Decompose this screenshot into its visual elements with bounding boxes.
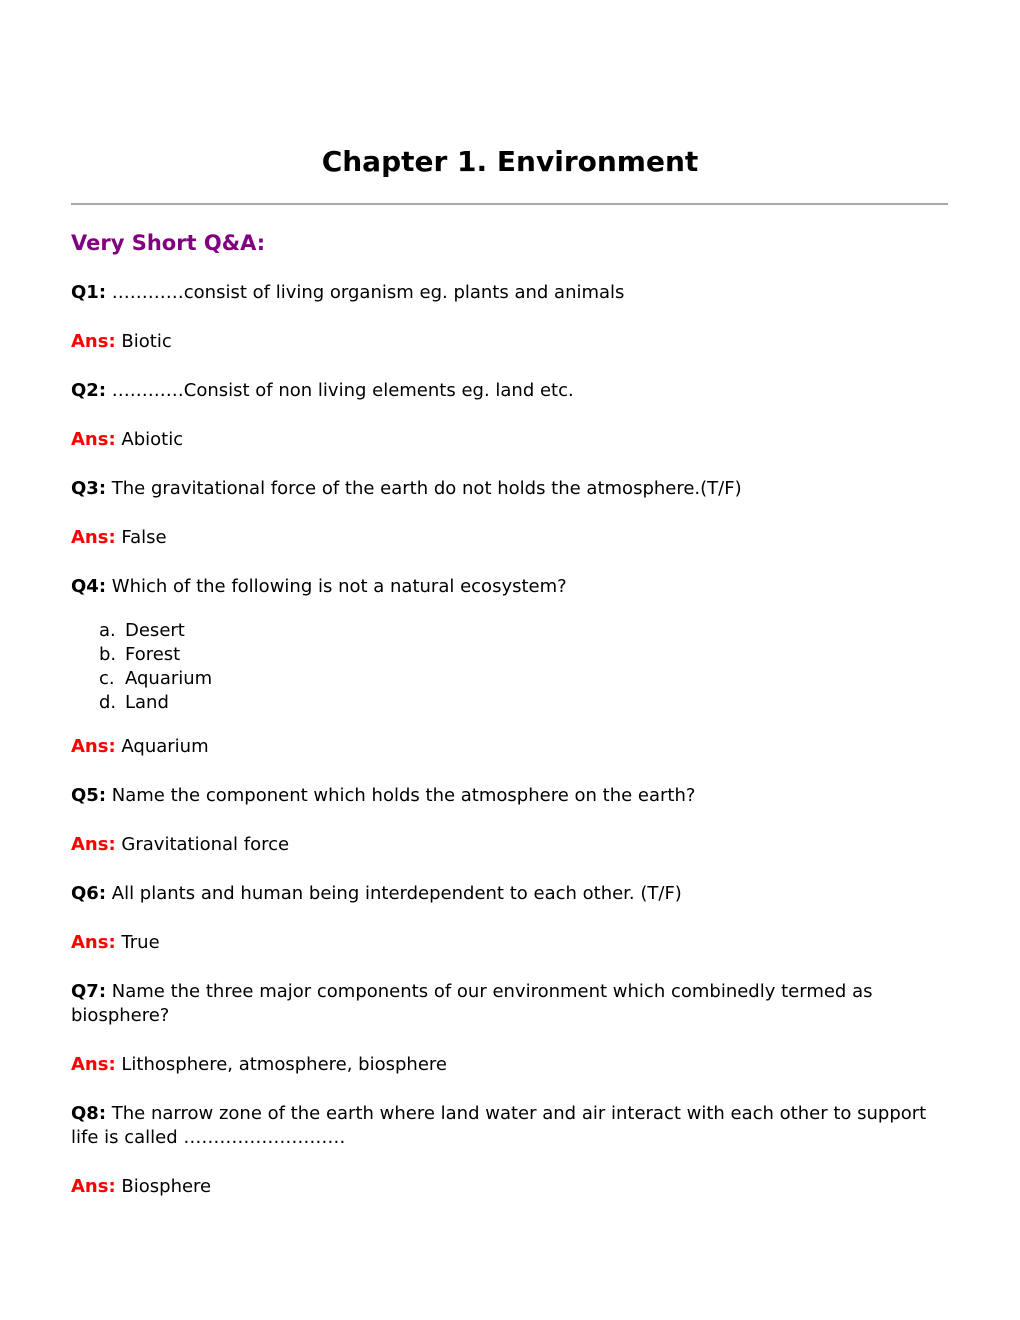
question-text: …………Consist of non living elements eg. land etc. xyxy=(111,380,574,401)
answer-label: Ans: xyxy=(71,932,116,953)
question-4 xyxy=(71,575,948,599)
question-5 xyxy=(71,784,948,808)
answer-label: Ans: xyxy=(71,331,116,352)
question-7 xyxy=(71,980,948,1028)
question-label: Q5: xyxy=(71,785,107,806)
answer-1 xyxy=(71,330,948,354)
answer-text: Abiotic xyxy=(121,429,184,450)
answer-text: False xyxy=(121,527,167,548)
answer-text: Lithosphere, atmosphere, biosphere xyxy=(121,1054,447,1075)
document-body xyxy=(71,229,948,1224)
answer-3 xyxy=(71,526,948,550)
section-heading: Very Short Q&A: xyxy=(71,231,266,255)
option-letter: c. xyxy=(99,668,115,689)
options-list xyxy=(71,619,948,715)
answer-label: Ans: xyxy=(71,527,116,548)
answer-8 xyxy=(71,1175,948,1199)
option-item xyxy=(99,691,948,715)
answer-label: Ans: xyxy=(71,429,116,450)
option-text: Desert xyxy=(125,620,185,641)
answer-5 xyxy=(71,833,948,857)
option-text: Forest xyxy=(125,644,181,665)
answer-7 xyxy=(71,1053,948,1077)
answer-text: Gravitational force xyxy=(121,834,290,855)
answer-text: Biosphere xyxy=(121,1176,212,1197)
question-label: Q2: xyxy=(71,380,107,401)
question-2 xyxy=(71,379,948,403)
answer-label: Ans: xyxy=(71,834,116,855)
option-item xyxy=(99,643,948,667)
question-text: All plants and human being interdependent to each other. (T/F) xyxy=(111,883,682,904)
question-text: …………consist of living organism eg. plants and animals xyxy=(111,282,625,303)
question-text: The narrow zone of the earth where land water and air interact with each other to support life is called ……………………… xyxy=(71,1103,927,1148)
question-label: Q8: xyxy=(71,1103,107,1124)
answer-2 xyxy=(71,428,948,452)
question-text: Name the three major components of our environment which combinedly termed as biosphere? xyxy=(71,981,873,1026)
question-label: Q7: xyxy=(71,981,107,1002)
answer-label: Ans: xyxy=(71,1176,116,1197)
question-3 xyxy=(71,477,948,501)
question-6 xyxy=(71,882,948,906)
option-letter: b. xyxy=(99,644,117,665)
question-text: Which of the following is not a natural ecosystem? xyxy=(111,576,567,597)
answer-4 xyxy=(71,735,948,759)
question-8 xyxy=(71,1102,948,1150)
horizontal-divider xyxy=(71,203,948,205)
option-item xyxy=(99,619,948,643)
answer-6 xyxy=(71,931,948,955)
answer-text: True xyxy=(121,932,160,953)
question-text: Name the component which holds the atmosphere on the earth? xyxy=(111,785,696,806)
answer-label: Ans: xyxy=(71,1054,116,1075)
option-letter: d. xyxy=(99,692,117,713)
question-text: The gravitational force of the earth do not holds the atmosphere.(T/F) xyxy=(111,478,742,499)
question-1 xyxy=(71,281,948,305)
answer-label: Ans: xyxy=(71,736,116,757)
question-label: Q4: xyxy=(71,576,107,597)
option-text: Land xyxy=(125,692,169,713)
option-item xyxy=(99,667,948,691)
answer-text: Aquarium xyxy=(121,736,209,757)
option-letter: a. xyxy=(99,620,116,641)
question-label: Q6: xyxy=(71,883,107,904)
question-label: Q1: xyxy=(71,282,107,303)
option-text: Aquarium xyxy=(125,668,213,689)
answer-text: Biotic xyxy=(121,331,172,352)
page-title: Chapter 1. Environment xyxy=(321,145,699,178)
question-label: Q3: xyxy=(71,478,107,499)
